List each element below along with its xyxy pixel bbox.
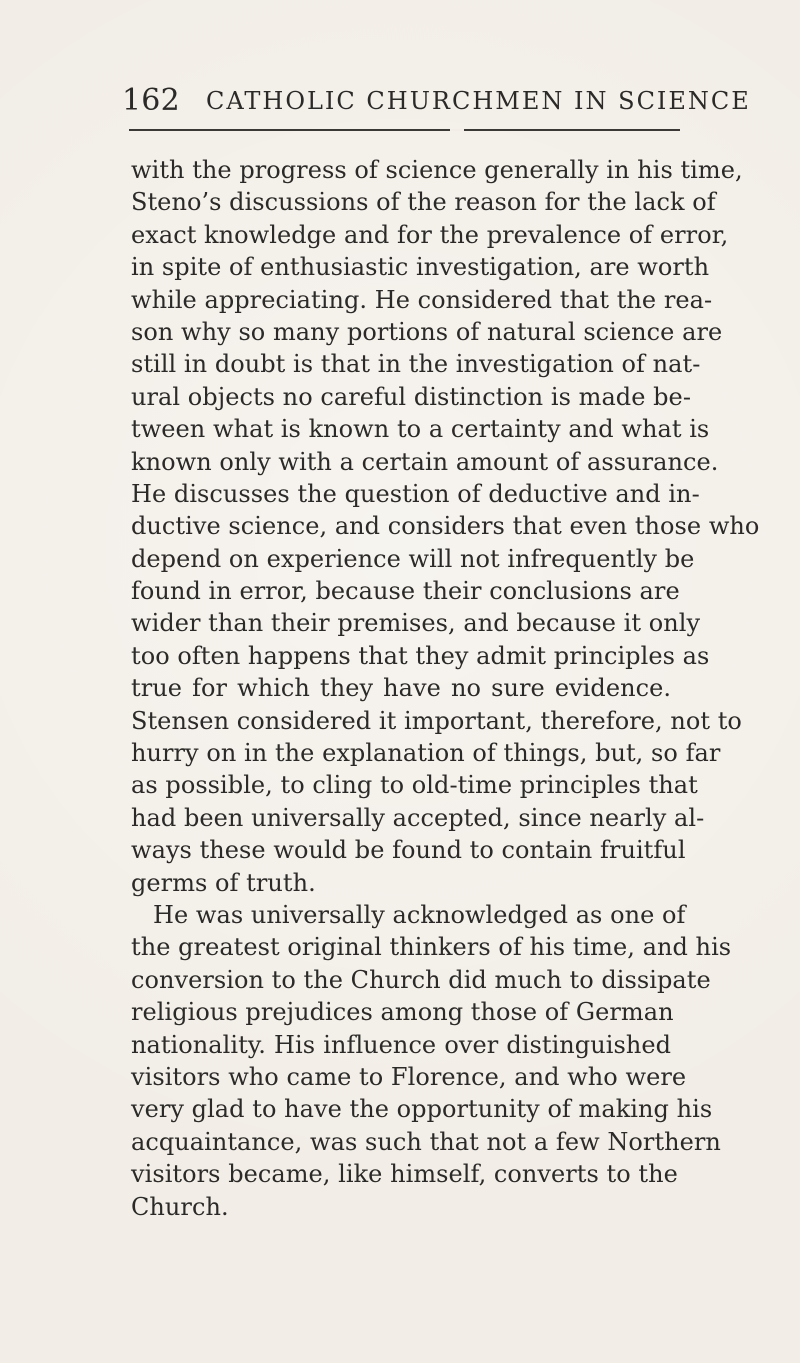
text-line: hurry on in the explanation of things, but, so far	[131, 739, 721, 768]
text-line: He discusses the question of deductive and in-	[131, 479, 700, 508]
text-line: found in error, because their conclusions are	[131, 577, 680, 606]
text-line: too often happens that they admit principles as	[131, 641, 710, 670]
paragraph-end-line: Church.	[131, 1192, 229, 1221]
text-line: conversion to the Church did much to dissipate	[131, 965, 711, 994]
text-line: acquaintance, was such that not a few Northern	[131, 1127, 721, 1156]
text-line: still in doubt is that in the investigation of nat-	[131, 350, 701, 379]
text-line: known only with a certain amount of assurance.	[131, 447, 719, 476]
text-line: tween what is known to a certainty and what is	[131, 415, 710, 444]
text-line: visitors who came to Florence, and who were	[131, 1062, 687, 1091]
text-line: while appreciating. He considered that the rea-	[131, 285, 713, 314]
text-line: nationality. His influence over distinguished	[131, 1030, 671, 1059]
text-line: exact knowledge and for the prevalence of error,	[131, 220, 729, 249]
text-line: with the progress of science generally in his time,	[131, 156, 743, 184]
text-line: wider than their premises, and because it only	[131, 609, 701, 638]
paragraph-start-line: He was universally acknowledged as one of	[153, 900, 686, 929]
text-line: true for which they have no sure evidence.	[131, 674, 671, 703]
body-text	[131, 154, 760, 1223]
text-line: ural objects no careful distinction is made be-	[131, 382, 691, 411]
text-line: in spite of enthusiastic investigation, are worth	[131, 253, 710, 282]
text-line: very glad to have the opportunity of making his	[131, 1095, 713, 1124]
text-line: Stensen considered it important, therefore, not to	[131, 706, 742, 735]
text-line: religious prejudices among those of German	[131, 998, 674, 1027]
paragraph-end-line: germs of truth.	[131, 868, 316, 897]
text-line: ductive science, and considers that even those who	[131, 512, 760, 541]
running-head: CATHOLIC CHURCHMEN IN SCIENCE	[206, 87, 751, 115]
text-line: the greatest original thinkers of his time, and his	[131, 933, 732, 962]
header-rule-gap	[450, 129, 464, 131]
text-line: visitors became, like himself, converts to the	[131, 1160, 678, 1189]
text-line: as possible, to cling to old-time principles that	[131, 771, 698, 800]
header-rule	[129, 129, 680, 131]
text-line: ways these would be found to contain fruitful	[131, 836, 686, 865]
page-header	[122, 83, 751, 128]
text-line: had been universally accepted, since nearly al-	[131, 803, 705, 832]
text-line: son why so many portions of natural science are	[131, 317, 723, 346]
text-line: Steno’s discussions of the reason for the lack of	[131, 188, 716, 217]
page-number: 162	[122, 83, 180, 118]
text-line: depend on experience will not infrequently be	[131, 544, 695, 573]
